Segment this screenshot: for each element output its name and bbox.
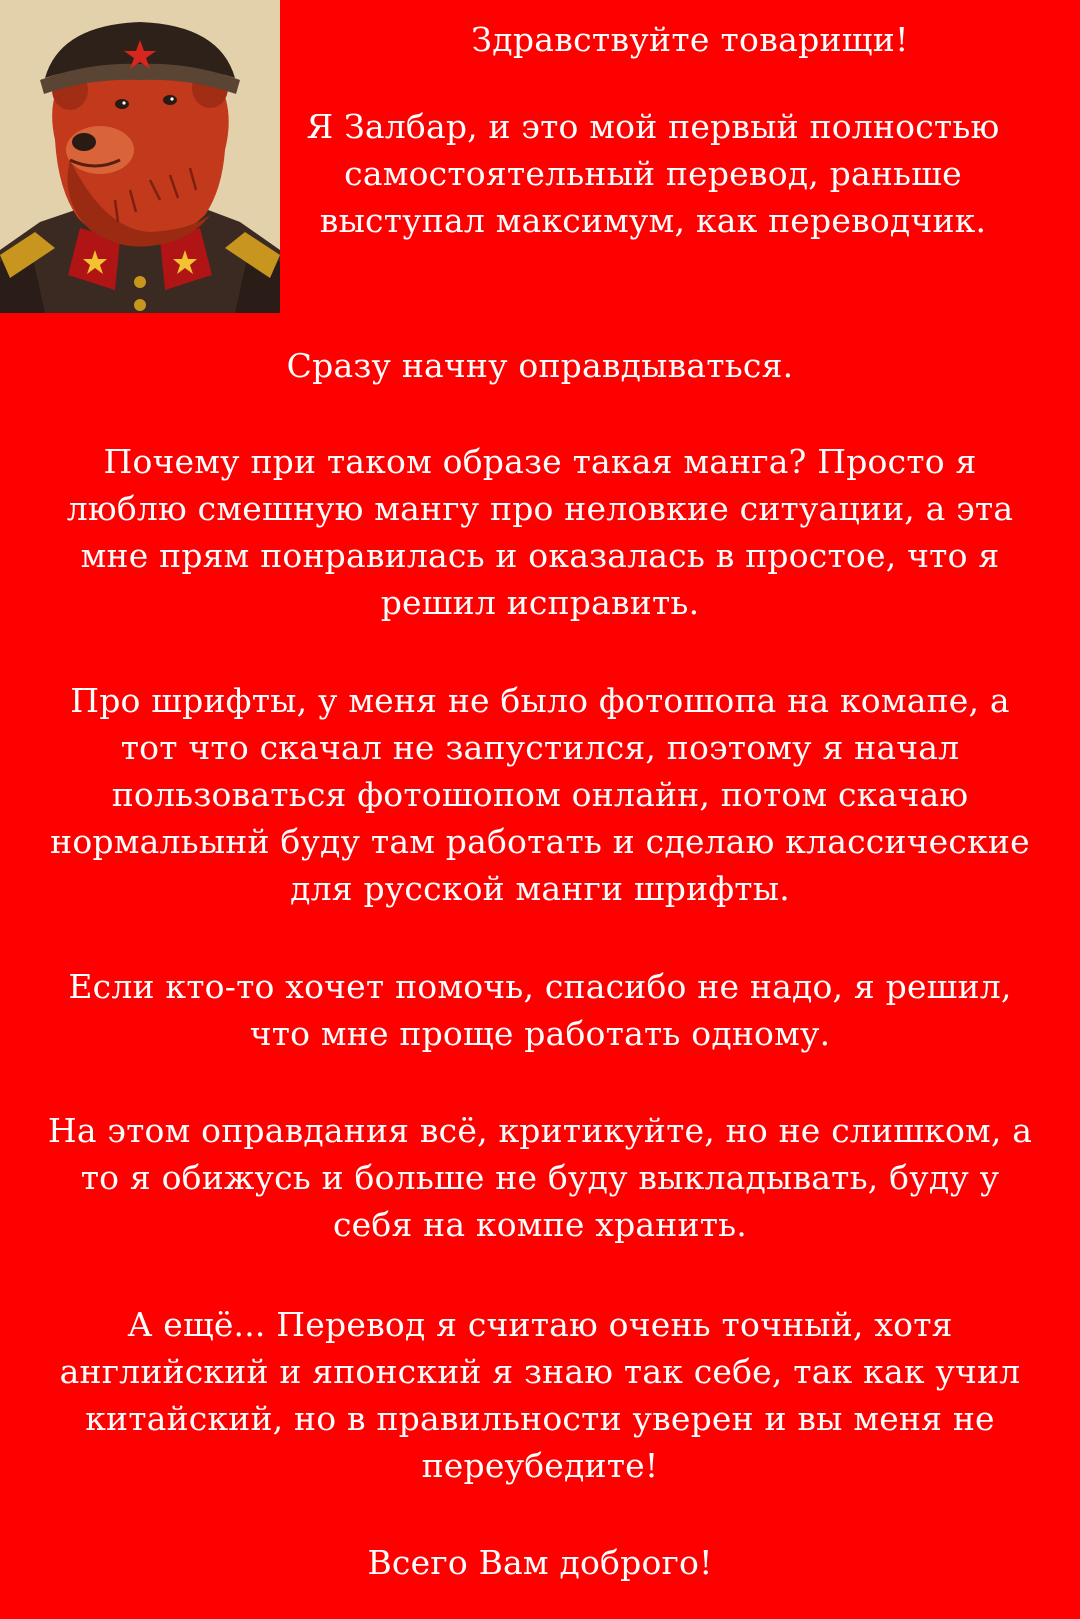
paragraph-farewell: Всего Вам доброго!: [367, 1543, 713, 1582]
paragraph-help: Если кто-то хочет помочь, спасибо не надо, я решил, что мне проще работать одному.: [68, 967, 1012, 1053]
paragraph-why-manga: Почему при таком образе такая манга? Просто я люблю смешную мангу про неловкие ситуации, а эта мне прям понравилась и оказалась в простое, что я решил исправить.: [66, 442, 1014, 622]
paragraph-fonts: Про шрифты, у меня не было фотошопа на комапе, а тот что скачал не запустился, поэтому я начал пользоваться фотошопом онлайн, потом скачаю нормальынй буду там работать и сделаю классические для русской манги шрифты.: [50, 681, 1030, 908]
paragraph-translation-accuracy: А ещё... Перевод я считаю очень точный, хотя английский и японский я знаю так себе, так как учил китайский, но в правильности уверен и вы меня не переубедите!: [59, 1305, 1021, 1485]
greeting-heading: Здравствуйте товарищи!: [471, 20, 909, 59]
paragraph-criticism: На этом оправдания всё, критикуйте, но не слишком, а то я обижусь и больше не буду выкладывать, буду у себя на компе хранить.: [47, 1111, 1033, 1244]
bear-soldier-portrait: [0, 0, 280, 313]
paragraph-excuse-intro: Сразу начну оправдываться.: [286, 346, 794, 385]
intro-paragraph: Я Залбар, и это мой первый полностью самостоятельный перевод, раньше выступал максимум, как переводчик.: [306, 107, 1000, 240]
